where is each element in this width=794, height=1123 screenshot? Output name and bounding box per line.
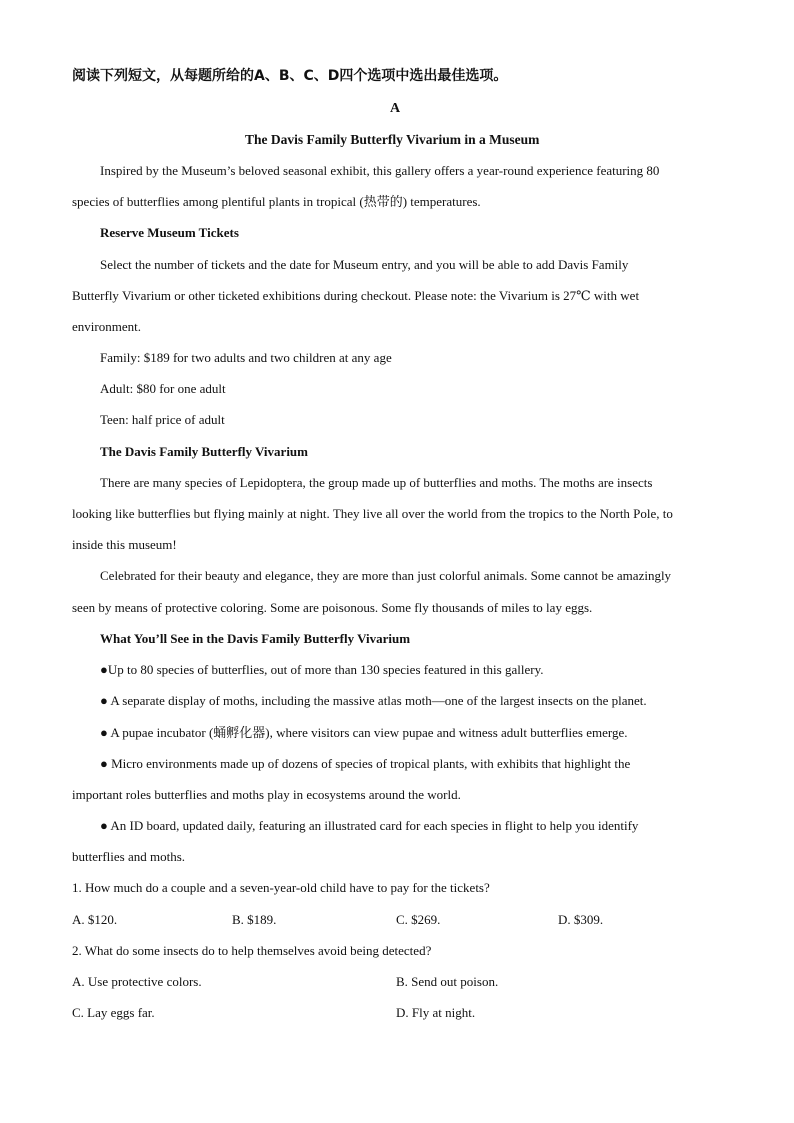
option-a: A. Use protective colors. (72, 974, 202, 989)
vivarium-heading: The Davis Family Butterfly Vivarium (100, 444, 308, 459)
price-adult: Adult: $80 for one adult (100, 381, 226, 396)
vivarium-line: seen by means of protective coloring. Some are poisonous. Some fly thousands of miles to lay eggs. (72, 600, 593, 615)
bullet-item: butterflies and moths. (72, 849, 186, 864)
tickets-line: Butterfly Vivarium or other ticketed exhibitions during checkout. Please note: the Vivarium is 27℃ with wet (72, 288, 640, 303)
vivarium-line: looking like butterflies but flying mainly at night. They live all over the world from the tropics to the North Pole, to (72, 506, 673, 521)
question-stem: 1. How much do a couple and a seven-year-old child have to pay for the tickets? (72, 880, 490, 895)
bullet-item: ● A pupae incubator (蛹孵化器), where visitors can view pupae and witness adult butterflies emerge. (100, 725, 628, 740)
vivarium-line: There are many species of Lepidoptera, the group made up of butterflies and moths. The moths are insects (100, 475, 653, 490)
price-family: Family: $189 for two adults and two children at any age (100, 350, 392, 365)
option-d: D. Fly at night. (396, 1005, 476, 1020)
bullet-item: ● A separate display of moths, including the massive atlas moth—one of the largest insects on the planet. (100, 693, 647, 708)
option-a: A. $120. (72, 912, 118, 927)
vivarium-line: Celebrated for their beauty and elegance, they are more than just colorful animals. Some cannot be amazingly (100, 568, 672, 583)
option-b: B. $189. (232, 912, 277, 927)
option-c: C. Lay eggs far. (72, 1005, 155, 1020)
instruction-text: 阅读下列短文，从每题所给的A、B、C、D四个选项中选出最佳选项。 (72, 68, 508, 84)
intro-line: species of butterflies among plentiful plants in tropical (热带的) temperatures. (72, 194, 481, 209)
see-heading: What You’ll See in the Davis Family Butterfly Vivarium (100, 631, 411, 646)
option-d: D. $309. (558, 912, 604, 927)
intro-line: Inspired by the Museum’s beloved seasonal exhibit, this gallery offers a year-round experience featuring 80 (100, 163, 660, 178)
tickets-line: environment. (72, 319, 141, 334)
section-letter: A (390, 101, 401, 116)
price-teen: Teen: half price of adult (100, 412, 225, 427)
tickets-line: Select the number of tickets and the date for Museum entry, and you will be able to add Davis Family (100, 257, 629, 272)
bullet-item: ● An ID board, updated daily, featuring an illustrated card for each species in flight to help you identify (100, 818, 639, 833)
option-c: C. $269. (396, 912, 441, 927)
option-b: B. Send out poison. (396, 974, 499, 989)
bullet-item: important roles butterflies and moths play in ecosystems around the world. (72, 787, 461, 802)
tickets-heading: Reserve Museum Tickets (100, 225, 239, 240)
vivarium-line: inside this museum! (72, 537, 177, 552)
bullet-item: ●Up to 80 species of butterflies, out of more than 130 species featured in this gallery. (100, 662, 544, 677)
bullet-item: ● Micro environments made up of dozens of species of tropical plants, with exhibits that highlight the (100, 756, 631, 771)
question-stem: 2. What do some insects do to help themselves avoid being detected? (72, 943, 432, 958)
passage-title: The Davis Family Butterfly Vivarium in a Museum (245, 132, 540, 147)
